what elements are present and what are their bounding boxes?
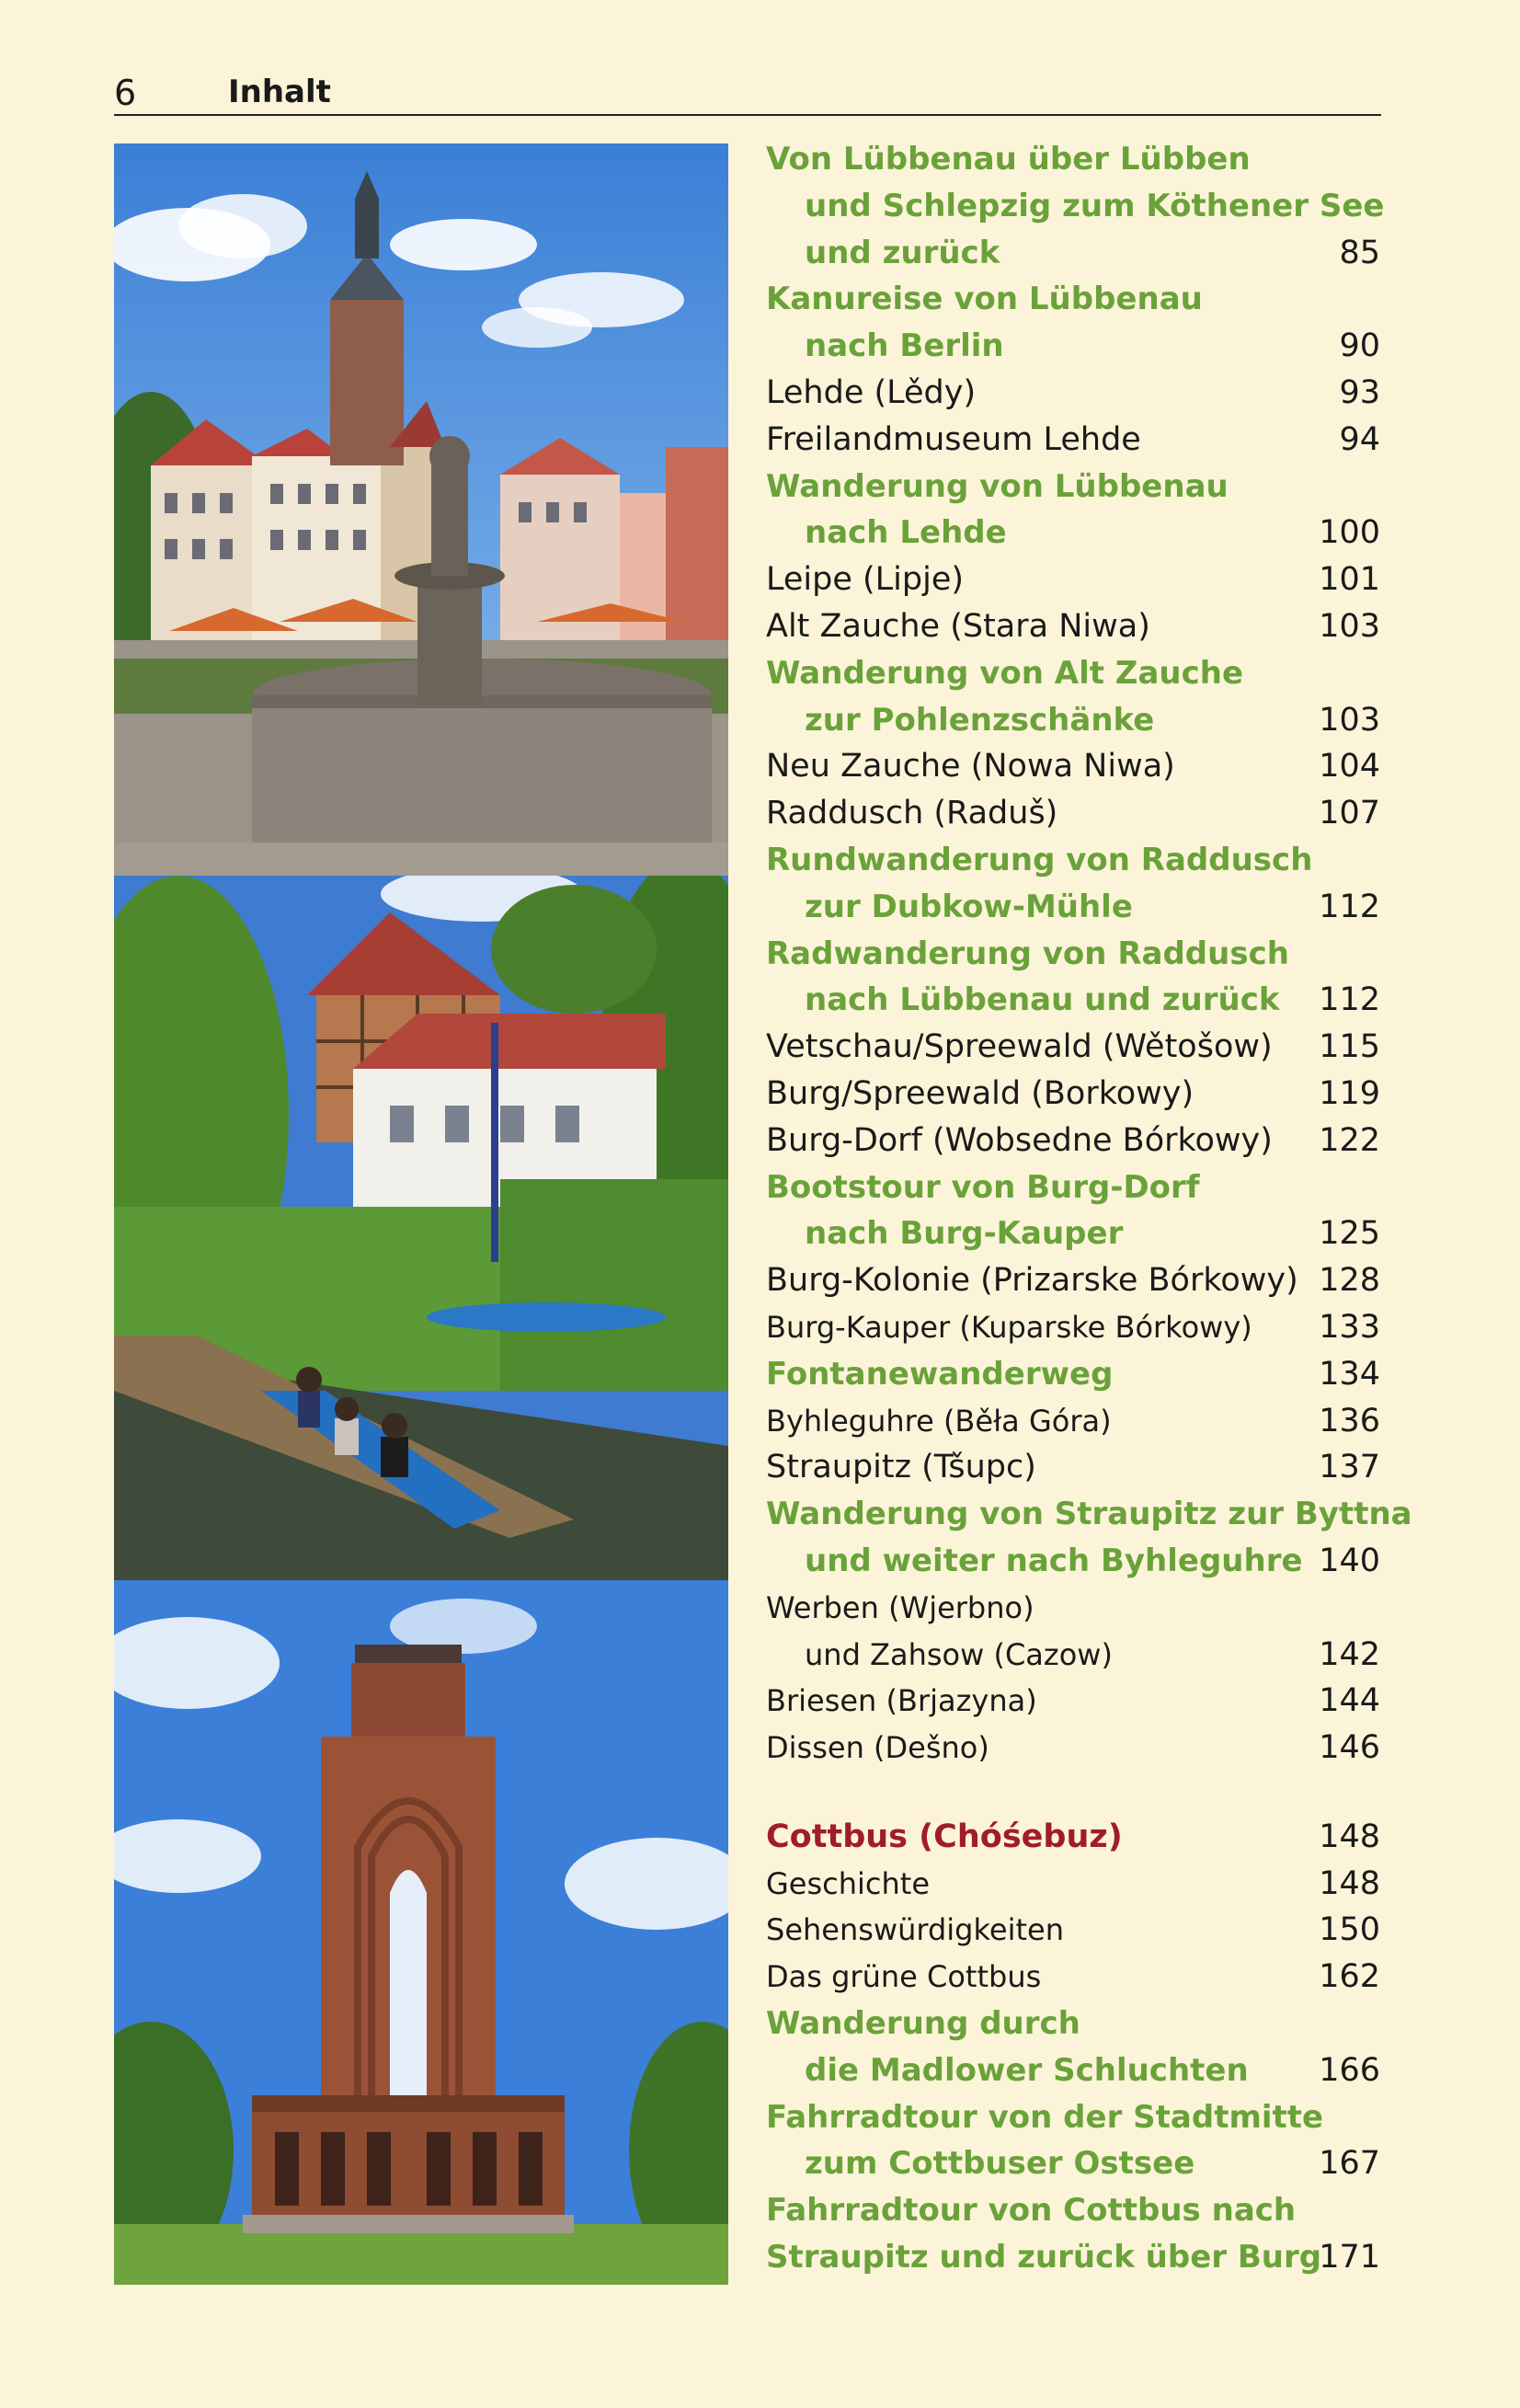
toc-entry-title: und Zahsow (Cazow) (805, 1636, 1113, 1672)
toc-entry-title: zur Dubkow-Mühle (805, 888, 1133, 925)
toc-entry (766, 1814, 1380, 1861)
toc-entry-page: 134 (1319, 1355, 1380, 1393)
toc-entry-title: Das grüne Cottbus (766, 1959, 1042, 1995)
toc-entry-title: Fahrradtour von Cottbus nach (766, 2192, 1297, 2230)
toc-entry-page: 94 (1339, 420, 1380, 458)
toc-entry (766, 1491, 1412, 1585)
toc-entry-page: 122 (1319, 1121, 1380, 1159)
toc-entry-page: 167 (1319, 2145, 1380, 2183)
toc-entry-page: 112 (1319, 888, 1380, 925)
toc-entry-title: Wanderung von Alt Zauche (766, 654, 1244, 692)
toc-entry-title: Fahrradtour von der Stadtmitte (766, 2098, 1324, 2136)
toc-entry-title: nach Burg-Kauper (805, 1215, 1124, 1253)
toc-entry (766, 1725, 1380, 1772)
toc-entry-title: Werben (Wjerbno) (766, 1589, 1034, 1625)
toc-entry-page: 93 (1339, 373, 1380, 411)
toc-entry-page: 112 (1319, 981, 1380, 1019)
toc-entry-title: Wanderung von Lübbenau (766, 467, 1229, 505)
toc-entry-title: Sehenswürdigkeiten (766, 1912, 1064, 1948)
toc-entry-title: Alt Zauche (Stara Niwa) (766, 607, 1150, 645)
toc-entry-title: die Madlower Schluchten (805, 2051, 1249, 2089)
toc-entry (766, 1398, 1380, 1445)
toc-entry-title: nach Berlin (805, 327, 1004, 365)
toc-entry-title: Straupitz (Tšupc) (766, 1449, 1036, 1486)
toc-entry-title: Straupitz und zurück über Burg (766, 2239, 1322, 2276)
page-number: 6 (114, 73, 137, 113)
toc-entry (766, 1257, 1380, 1304)
toc-entry (766, 2187, 1380, 2281)
table-of-contents (766, 136, 1412, 2281)
toc-entry (766, 603, 1380, 650)
toc-entry-title: zum Cottbuser Ostsee (805, 2145, 1195, 2183)
toc-entry (766, 1585, 1380, 1679)
toc-entry (766, 1444, 1380, 1491)
toc-entry-title: Raddusch (Raduš) (766, 795, 1058, 832)
toc-entry-title: Wanderung von Straupitz zur Byttna (766, 1496, 1412, 1533)
toc-entry-title: Byhleguhre (Běła Góra) (766, 1403, 1112, 1439)
toc-entry-title: nach Lübbenau und zurück (805, 981, 1280, 1019)
toc-entry-title: und zurück (805, 234, 1000, 271)
toc-entry-page: 150 (1319, 1911, 1380, 1949)
toc-entry-page: 104 (1319, 748, 1380, 785)
toc-entry-page: 107 (1319, 795, 1380, 832)
toc-entry-page: 144 (1319, 1682, 1380, 1720)
toc-entry-title: Von Lübbenau über Lübben (766, 141, 1251, 178)
toc-entry-title: Burg-Dorf (Wobsedne Bórkowy) (766, 1121, 1273, 1159)
toc-entry-title: und weiter nach Byhleguhre (805, 1542, 1303, 1579)
toc-entry-title: Bootstour von Burg-Dorf (766, 1168, 1200, 1206)
toc-entry-title: Rundwanderung von Raddusch (766, 841, 1313, 878)
toc-entry (766, 1071, 1380, 1118)
toc-entry-page: 142 (1319, 1635, 1380, 1673)
toc-entry-page: 125 (1319, 1215, 1380, 1253)
toc-entry (766, 1164, 1380, 1258)
toc-entry-page: 136 (1319, 1402, 1380, 1439)
toc-entry-title: Neu Zauche (Nowa Niwa) (766, 748, 1175, 785)
toc-entry-page: 133 (1319, 1308, 1380, 1346)
toc-entry-title: Vetschau/Spreewald (Wětošow) (766, 1028, 1273, 1066)
toc-entry (766, 1351, 1380, 1398)
page-header (114, 72, 1381, 116)
toc-entry-title: Briesen (Brjazyna) (766, 1683, 1037, 1719)
toc-entry-title: Lehde (Lědy) (766, 373, 977, 411)
toc-entry (766, 837, 1380, 931)
toc-entry (766, 1304, 1380, 1351)
toc-entry-page: 115 (1319, 1028, 1380, 1066)
toc-entry-title: Dissen (Dešno) (766, 1730, 989, 1766)
toc-entry-title: Burg-Kauper (Kuparske Bórkowy) (766, 1309, 1252, 1345)
toc-entry-title: Cottbus (Chóśebuz) (766, 1817, 1123, 1855)
toc-entry-page: 140 (1319, 1542, 1380, 1579)
toc-entry-title: Fontanewanderweg (766, 1355, 1114, 1393)
toc-entry-title: Radwanderung von Raddusch (766, 935, 1289, 972)
toc-entry-page: 148 (1319, 1817, 1380, 1855)
toc-entry (766, 2094, 1380, 2188)
toc-entry-page: 85 (1339, 234, 1380, 271)
toc-entry-title: Wanderung durch (766, 2005, 1080, 2043)
toc-entry (766, 2001, 1380, 2094)
toc-entry-title: zur Pohlenzschänke (805, 701, 1155, 739)
toc-entry (766, 1118, 1380, 1164)
toc-entry-page: 148 (1319, 1864, 1380, 1902)
toc-entry (766, 417, 1380, 464)
toc-entry (766, 743, 1380, 790)
toc-entry-page: 103 (1319, 607, 1380, 645)
toc-entry-title: Burg-Kolonie (Prizarske Bórkowy) (766, 1262, 1298, 1300)
toc-entry-page: 100 (1319, 514, 1380, 552)
toc-entry (766, 790, 1380, 837)
toc-entry (766, 650, 1380, 744)
toc-entry (766, 1678, 1380, 1725)
toc-entry-title: nach Lehde (805, 514, 1007, 552)
toc-entry (766, 931, 1380, 1025)
toc-entry-page: 137 (1319, 1449, 1380, 1486)
toc-entry-page: 103 (1319, 701, 1380, 739)
toc-entry (766, 464, 1380, 557)
toc-entry (766, 1861, 1380, 1908)
toc-entry (766, 1024, 1380, 1071)
section-title: Inhalt (228, 74, 331, 110)
toc-entry-page: 162 (1319, 1958, 1380, 1996)
toc-entry-title: Burg/Spreewald (Borkowy) (766, 1074, 1194, 1112)
toc-entry-page: 166 (1319, 2051, 1380, 2089)
toc-entry-title: Geschichte (766, 1865, 931, 1901)
toc-entry-page: 128 (1319, 1262, 1380, 1300)
toc-entry-title: Kanureise von Lübbenau (766, 281, 1203, 318)
toc-entry-title: und Schlepzig zum Köthener See (805, 187, 1385, 224)
toc-entry (766, 556, 1380, 603)
canal-boats-photo (114, 876, 728, 1580)
toc-entry-page: 119 (1319, 1074, 1380, 1112)
toc-entry-page: 90 (1339, 327, 1380, 365)
toc-entry (766, 1954, 1380, 2001)
toc-entry-title: Freilandmuseum Lehde (766, 420, 1141, 458)
toc-entry (766, 1907, 1380, 1954)
toc-entry (766, 370, 1380, 417)
toc-entry-page: 146 (1319, 1729, 1380, 1767)
brick-tower-photo (114, 1580, 728, 2285)
toc-entry-title: Leipe (Lipje) (766, 561, 965, 599)
toc-entry-page: 101 (1319, 561, 1380, 599)
toc-entry (766, 276, 1380, 370)
toc-entry-page: 171 (1319, 2239, 1380, 2276)
toc-entry (766, 136, 1385, 276)
market-square-fountain-photo (114, 143, 728, 876)
